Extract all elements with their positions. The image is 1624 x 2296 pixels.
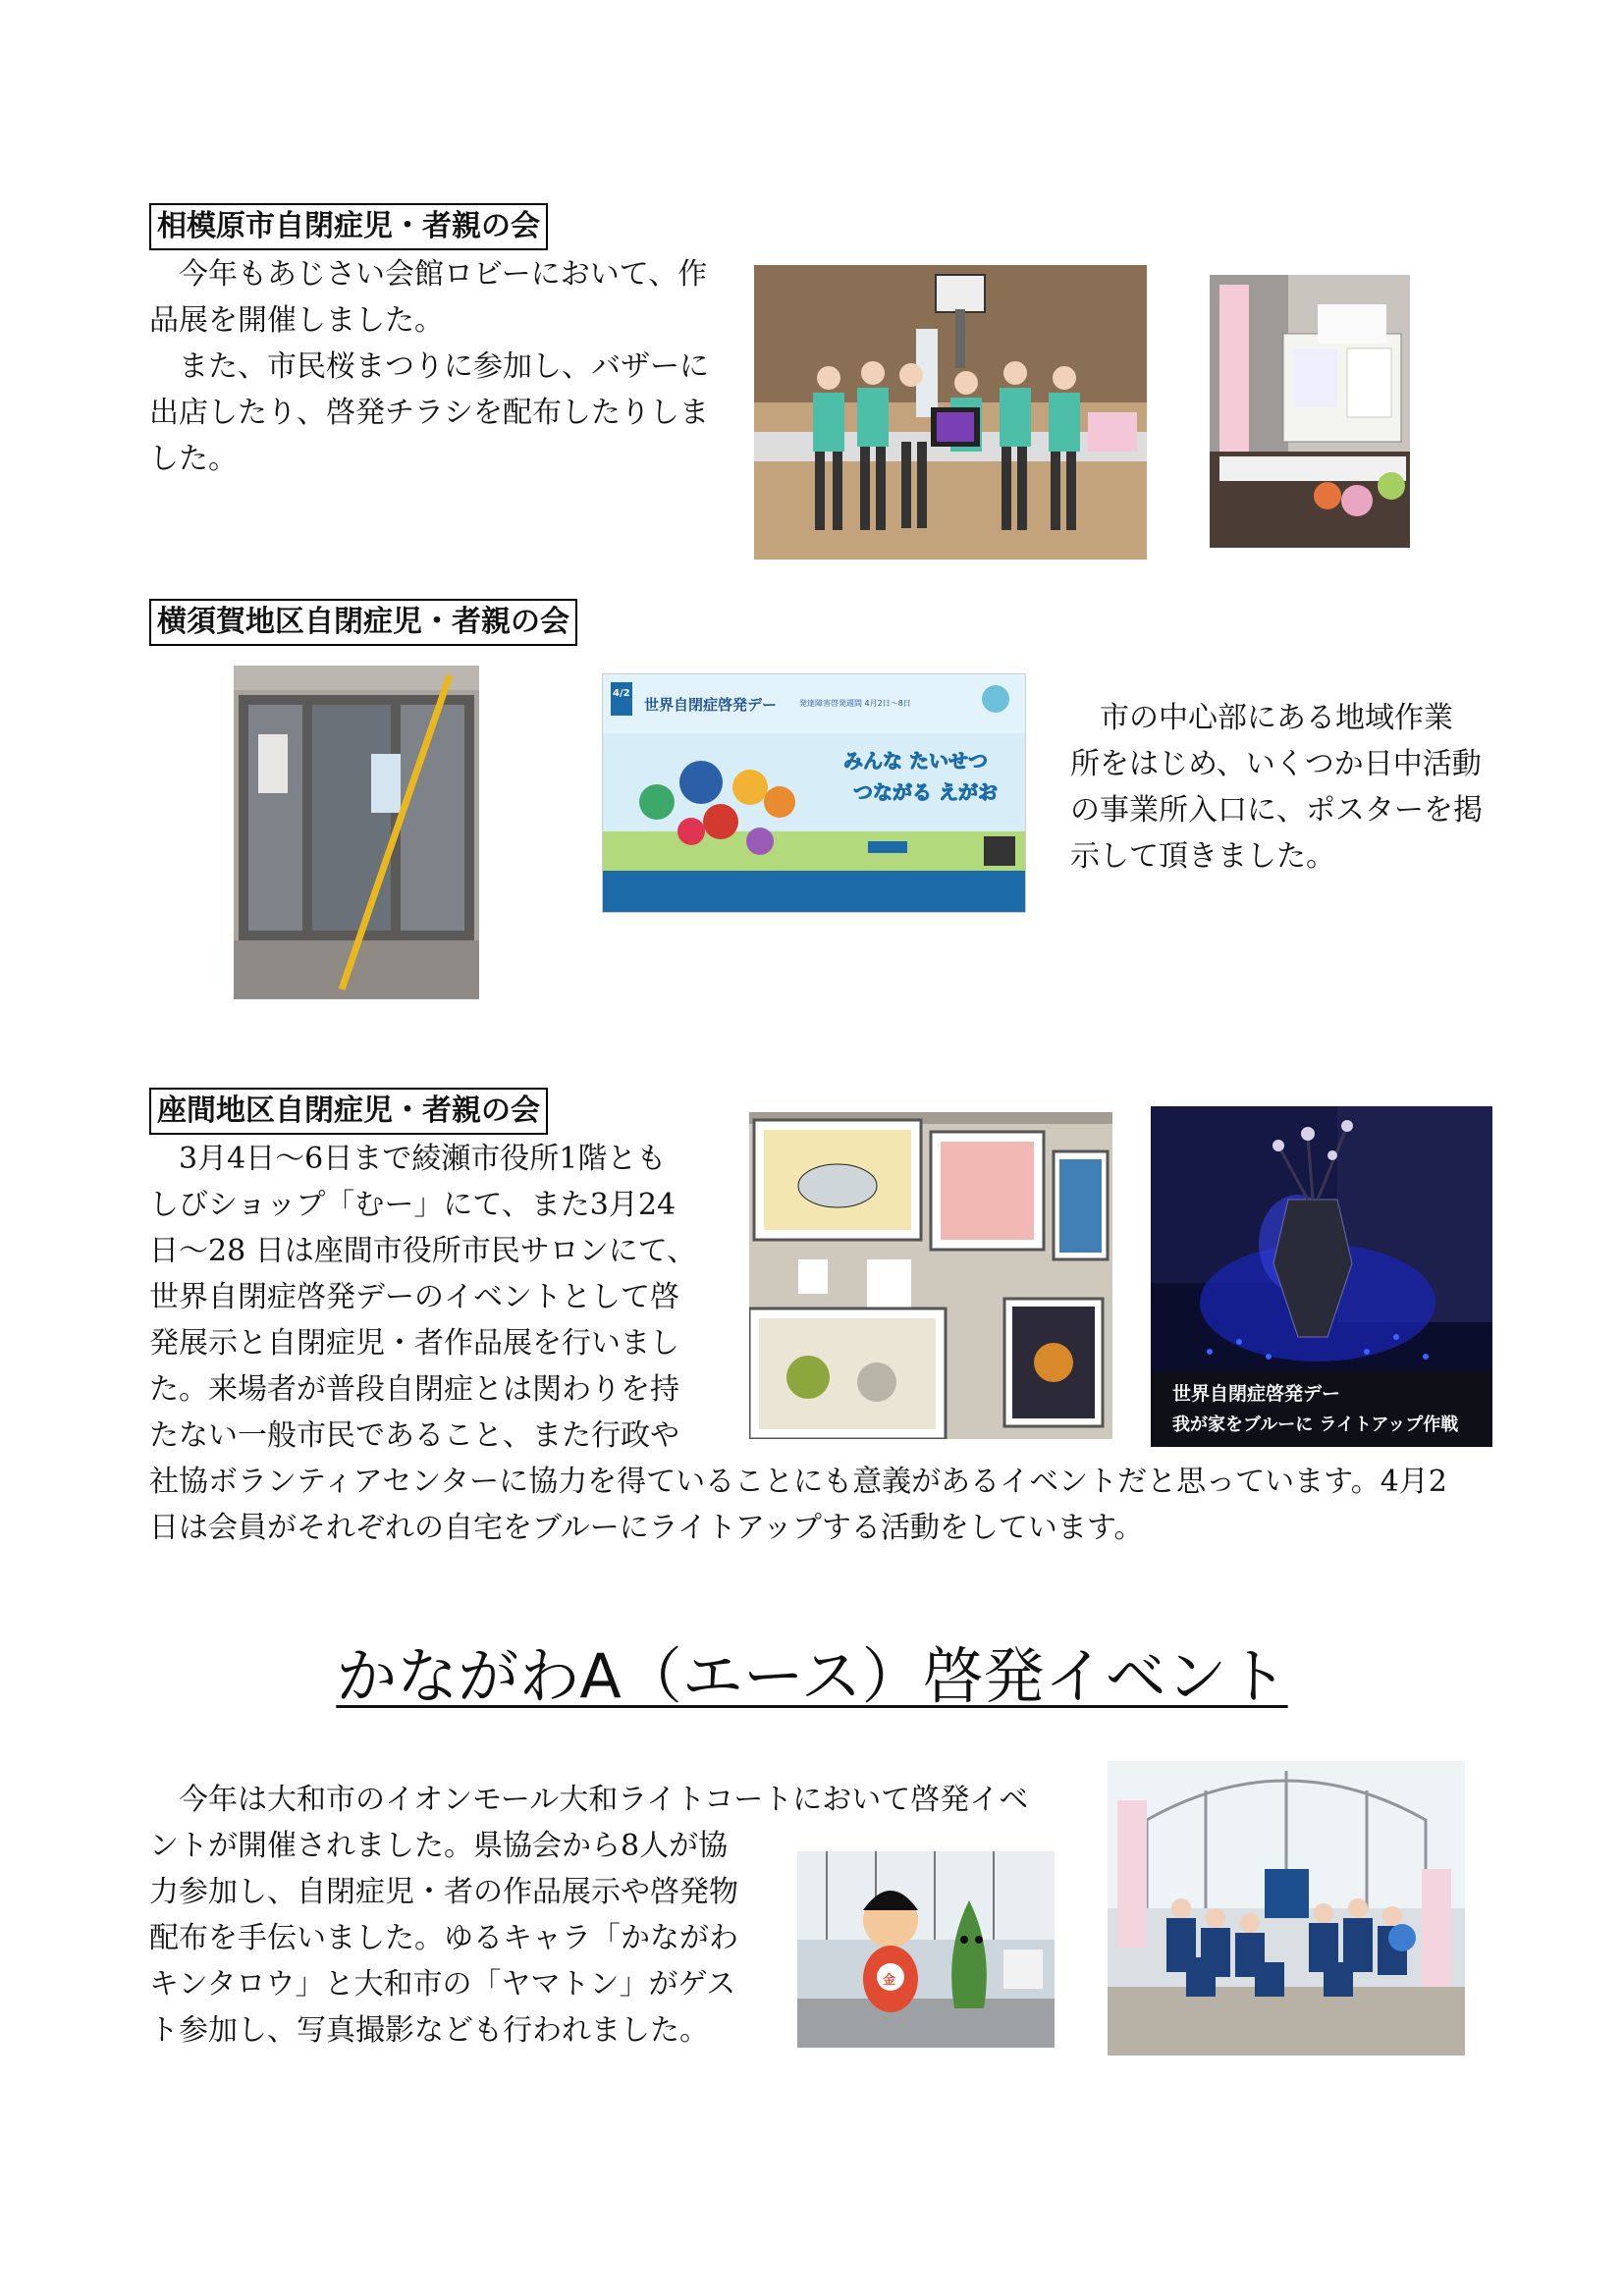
text-line: の事業所入口に、ポスターを掲 bbox=[1070, 793, 1483, 828]
poster-world-autism-day bbox=[602, 673, 1026, 913]
text-line: 示して頂きました。 bbox=[1070, 839, 1335, 874]
text-line: 出店したり、啓発チラシを配布したりしま bbox=[149, 396, 709, 430]
text-line: しびショップ「むー」にて、また3月24 bbox=[149, 1188, 677, 1222]
text-line: ト参加し、写真撮影なども行われました。 bbox=[149, 2013, 709, 2048]
text-line: 市の中心部にある地域作業 bbox=[1070, 701, 1453, 735]
photo-volunteers-group bbox=[1108, 1761, 1465, 2056]
text-line: 3月4日〜6日まで綾瀬市役所1階とも bbox=[149, 1142, 667, 1176]
poster-subtitle: 発達障害啓発週間 4月2日〜8日 bbox=[799, 699, 911, 708]
text-line: 社協ボランティアセンターに協力を得ていることにも意義があるイベントだと思っています。4月2 bbox=[149, 1465, 1447, 1499]
photo-mascots bbox=[797, 1851, 1055, 2048]
photo-exhibition-board bbox=[1210, 275, 1410, 548]
photo-entrance-door bbox=[234, 666, 479, 999]
text-line: キンタロウ」と大和市の「ヤマトン」がゲス bbox=[149, 1967, 736, 2002]
section-heading-zama: 座間地区自閉症児・者親の会 bbox=[149, 1088, 548, 1135]
text-line: 今年もあじさい会館ロビーにおいて、作 bbox=[149, 257, 708, 292]
photo-gym-group bbox=[754, 265, 1147, 560]
text-line: 所をはじめ、いくつか日中活動 bbox=[1070, 747, 1482, 781]
text-line: また、市民桜まつりに参加し、バザーに bbox=[149, 349, 709, 384]
photo-artwork-wall bbox=[749, 1112, 1112, 1439]
poster-slogan-2: つながる えがお bbox=[853, 780, 998, 804]
text-line: 品展を開催しました。 bbox=[149, 303, 444, 338]
photo-blue-lightup bbox=[1151, 1106, 1492, 1447]
text-line: 日〜28 日は座間市役所市民サロンにて、 bbox=[149, 1234, 697, 1268]
event-title-text: かながわA（エース）啓発イベント bbox=[336, 1640, 1288, 1712]
section-heading-yokosuka: 横須賀地区自閉症児・者親の会 bbox=[149, 599, 577, 646]
lightup-caption-line-2: 我が家をブルーに ライトアップ作戦 bbox=[1172, 1415, 1459, 1435]
event-title bbox=[0, 1637, 1624, 1716]
lightup-caption-line-1: 世界自閉症啓発デー bbox=[1172, 1383, 1341, 1405]
poster-title: 世界自閉症啓発デー bbox=[644, 696, 778, 714]
text-line: た。来場者が普段自閉症とは関わりを持 bbox=[149, 1372, 679, 1407]
text-line: 発展示と自閉症児・者作品展を行いまし bbox=[149, 1326, 679, 1361]
poster-date-badge: 4/2 bbox=[613, 688, 630, 699]
poster-slogan-1: みんな たいせつ bbox=[843, 749, 988, 773]
text-line: した。 bbox=[149, 442, 238, 476]
text-line: 配布を手伝いました。ゆるキャラ「かながわ bbox=[149, 1921, 738, 1955]
kintaro-mark: 金 bbox=[883, 1973, 896, 1988]
text-line: たない一般市民であること、また行政や bbox=[149, 1418, 679, 1453]
text-line: 世界自閉症啓発デーのイベントとして啓 bbox=[149, 1280, 679, 1314]
kanagawa-first-line: 今年は大和市のイオンモール大和ライトコートにおいて啓発イベ bbox=[149, 1783, 1029, 1817]
text-line: ントが開催されました。県協会から8人が協 bbox=[149, 1829, 729, 1863]
text-line: 力参加し、自閉症児・者の作品展示や啓発物 bbox=[149, 1875, 738, 1909]
section-heading-sagamihara: 相模原市自閉症児・者親の会 bbox=[149, 203, 548, 250]
text-line: 日は会員がそれぞれの自宅をブルーにライトアップする活動をしています。 bbox=[149, 1511, 1144, 1545]
